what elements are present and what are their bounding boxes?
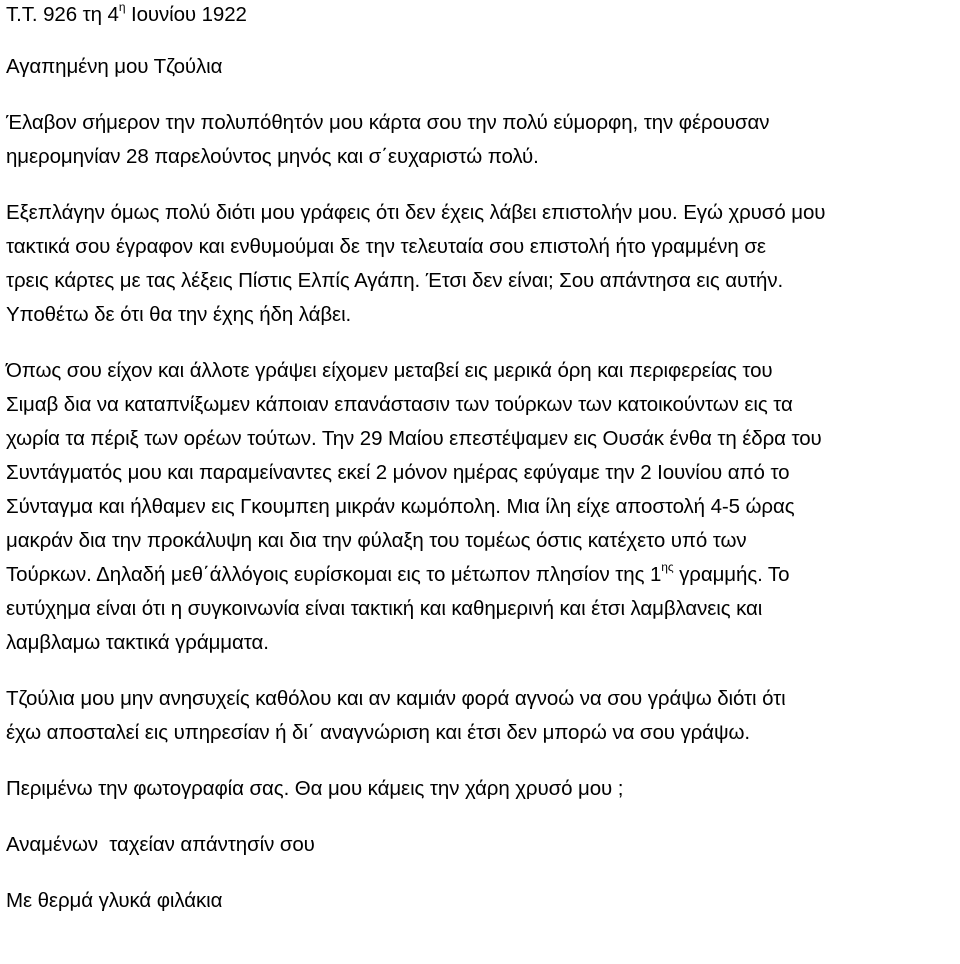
paragraph-2 <box>6 196 956 332</box>
paragraph-line: μακράν δια την προκάλυψη και δια την φύλαξη του τομέως όστις κατέχετο υπό των <box>6 529 747 552</box>
paragraph-line: Όπως σου είχον και άλλοτε γράψει είχομεν μεταβεί εις μερικά όρη και περιφερείας του <box>6 359 773 382</box>
paragraph-1 <box>6 106 956 174</box>
paragraph-line: Εξεπλάγην όμως πολύ διότι μου γράφεις ότι δεν έχεις λάβει επιστολήν μου. Εγώ χρυσό μου <box>6 201 826 224</box>
header-superscript: η <box>118 0 126 15</box>
paragraph-line: Έλαβον σήμερον την πολυπόθητόν μου κάρτα σου την πολύ εύμορφη, την φέρουσαν <box>6 111 770 134</box>
signoff: Με θερμά γλυκά φιλάκια <box>6 889 223 912</box>
ordinal-superscript: ης <box>661 560 674 575</box>
paragraph-line: χωρία τα πέριξ των ορέων τούτων. Την 29 Μαίου επεστέψαμεν εις Ουσάκ ένθα τη έδρα του <box>6 427 822 450</box>
letter-header <box>6 0 956 32</box>
paragraph-line: Υποθέτω δε ότι θα την έχης ήδη λάβει. <box>6 303 352 326</box>
paragraph-3 <box>6 354 956 660</box>
paragraph-line: έχω αποσταλεί εις υπηρεσίαν ή δι΄ αναγνώριση και έτσι δεν μπορώ να σου γράψω. <box>6 721 750 744</box>
paragraph-line: Σιμαβ δια να καταπνίξωμεν κάποιαν επανάστασιν των τούρκων των κατοικούντων εις τα <box>6 393 793 416</box>
paragraph-line: ημερομηνίαν 28 παρελούντος μηνός και σ΄ευχαριστώ πολύ. <box>6 145 539 168</box>
header-date: Ιουνίου 1922 <box>125 3 247 26</box>
paragraph-line: ευτύχημα είναι ότι η συγκοινωνία είναι τακτική και καθημερινή και έτσι λαμβλανεις και <box>6 597 763 620</box>
paragraph-line: τακτικά σου έγραφον και ενθυμούμαι δε την τελευταία σου επιστολή ήτο γραμμένη σε <box>6 235 766 258</box>
paragraph-line: Τζούλια μου μην ανησυχείς καθόλου και αν καμιάν φορά αγνοώ να σου γράψω διότι ότι <box>6 687 786 710</box>
paragraph-5: Περιμένω την φωτογραφία σας. Θα μου κάμεις την χάρη χρυσό μου ; <box>6 777 624 800</box>
paragraph-line <box>6 558 956 592</box>
paragraph-line: τρεις κάρτες με τας λέξεις Πίστις Ελπίς Αγάπη. Έτσι δεν είναι; Σου απάντησα εις αυτήν. <box>6 269 784 292</box>
salutation: Αγαπημένη μου Τζούλια <box>6 55 223 78</box>
letter-body <box>6 0 956 918</box>
line-text: γραμμής. Το <box>673 563 790 586</box>
paragraph-line: Σύνταγμα και ήλθαμεν εις Γκουμπεη μικράν κωμόπολη. Μια ίλη είχε αποστολή 4-5 ώρας <box>6 495 795 518</box>
paragraph-line: λαμβλαμω τακτικά γράμματα. <box>6 631 269 654</box>
header-text: Τ.Τ. 926 τη 4 <box>6 3 119 26</box>
paragraph-4 <box>6 682 956 750</box>
closing-line: Αναμένων ταχείαν απάντησίν σου <box>6 833 315 856</box>
line-text: Τούρκων. Δηλαδή μεθ΄άλλόγοις ευρίσκομαι εις το μέτωπον πλησίον της 1 <box>6 563 662 586</box>
paragraph-line: Συντάγματός μου και παραμείναντες εκεί 2 μόνον ημέρας εφύγαμε την 2 Ιουνίου από το <box>6 461 790 484</box>
